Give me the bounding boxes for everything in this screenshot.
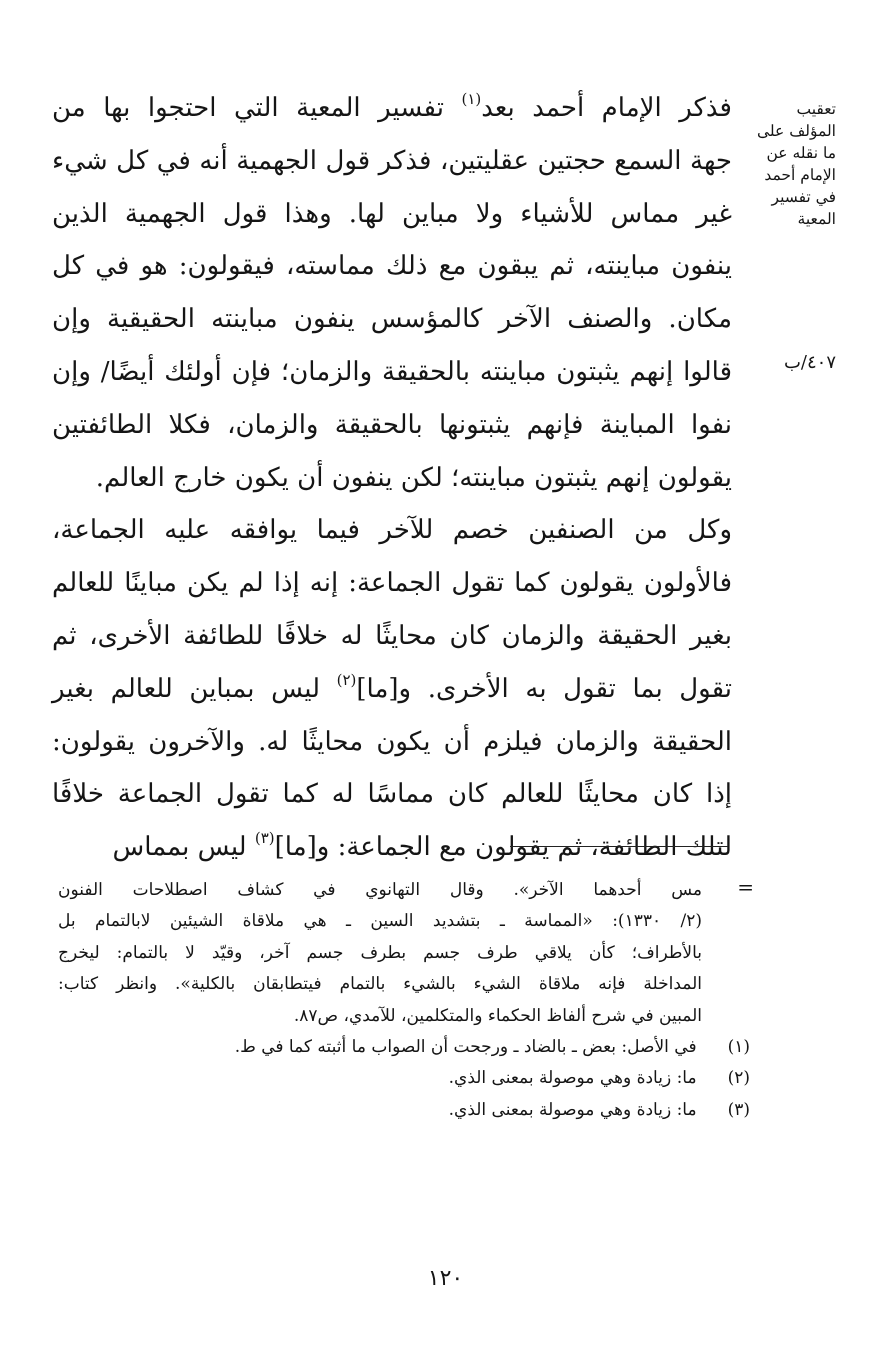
text-line [52,821,732,874]
footnote-item [58,1063,750,1095]
footnote-reference: (١) [461,90,482,108]
text-segment: بغير الحقيقة والزمان كان محايثًا له خلافًا للطائفة الأخرى، ثم [52,620,732,651]
text-segment: لتلك الطائفة، ثم يقولون مع الجماعة: و[ما] [274,832,732,863]
margin-note-line: ما نقله عن [766,144,836,162]
text-line [52,346,732,399]
text-line [52,240,732,293]
margin-note-line: في تفسير [771,188,836,206]
footnote-item [58,1032,750,1064]
text-segment: إذا كان محايثًا للعالم كان مماسًا له كما تقول الجماعة خلافًا [52,779,732,810]
footnote-number: (١) [727,1036,750,1057]
text-segment: فالأولون يقولون كما تقول الجماعة: إنه إذا لم يكن مباينًا للعالم [52,568,732,599]
footnote-number: (٣) [727,1099,750,1120]
footnote-line: المداخلة فإنه ملاقاة الشيء بالشيء بالتمام فيتطابقان بالكلية». وانظر كتاب: [58,974,702,995]
text-segment: غير مماس للأشياء ولا مباين لها. وهذا قول الجهمية الذين [52,198,732,229]
footnote-reference: (٢) [336,670,357,689]
margin-note-line: المؤلف على [757,122,836,140]
margin-note-line: المعية [797,210,836,228]
main-text-block [52,82,732,874]
text-line [52,504,732,557]
footnote-text: في الأصل: بعض ـ بالضاد ـ ورجحت أن الصواب ما أثبته كما في ط. [234,1036,697,1057]
text-segment: تفسير المعية التي احتجوا بها من [52,93,462,123]
margin-note-line: تعقيب [796,100,836,118]
text-line [52,82,732,135]
margin-commentary-note [716,98,836,230]
text-segment: ينفون مباينته، ثم يبقون مع ذلك مماسته، فيقولون: هو في كل [52,251,732,282]
footnote-separator [510,846,728,847]
footnote-line: مس أحدهما الآخر». وقال التهانوي في كشاف اصطلاحات الفنون [58,880,702,900]
text-segment: وكل من الصنفين خصم للآخر فيما يوافقه عليه الجماعة، [52,515,732,546]
footnote-reference: (٣) [254,829,275,848]
footnote-line: (٢/ ١٣٣٠): «المماسة ـ بتشديد السين ـ هي ملاقاة الشيئين لابالتمام بل [58,911,702,932]
footnote-line: المبين في شرح ألفاظ الحكماء والمتكلمين، للآمدي، ص٨٧. [293,1005,702,1026]
text-segment: يقولون إنهم يثبتون مباينته؛ لكن ينفون أن يكون خارج العالم. [95,462,732,493]
manuscript-folio-marker [716,352,836,374]
footnote-line: بالأطراف؛ كأن يلاقي طرف جسم بطرف جسم آخر، وقيّد لا بالتمام: ليخرج [58,942,702,963]
footnote-text: ما: زيادة وهي موصولة بمعنى الذي. [448,1099,697,1120]
text-line [52,557,732,610]
text-line [52,293,732,346]
footnote-number: (٢) [727,1068,750,1089]
text-segment: الحقيقة والزمان فيلزم أن يكون محايثًا له. والآخرون يقولون: [52,726,732,757]
text-line [52,135,732,188]
footnotes-section [58,875,754,1126]
text-line [52,768,732,821]
footnote-item [58,1095,750,1127]
footnote-continuation [58,875,754,1032]
text-segment: تقول بما تقول به الأخرى. و[ما] [356,673,732,704]
text-segment: نفوا المباينة فإنهم يثبتونها بالحقيقة والزمان، فكلا الطائفتين [52,409,732,440]
footnote-text: ما: زيادة وهي موصولة بمعنى الذي. [448,1068,697,1089]
text-line [52,610,732,663]
page-number: ١٢٠ [427,1266,464,1291]
text-segment: قالوا إنهم يثبتون مباينته بالحقيقة والزمان؛ فإن أولئك أيضًا/ وإن [52,356,732,387]
text-line [52,452,732,505]
text-segment: جهة السمع حجتين عقليتين، فذكر قول الجهمية أنه في كل شيء [52,145,732,176]
text-segment: ليس بمماس [112,832,255,863]
folio-reference: ٤٠٧/ب [783,352,836,373]
text-line [52,716,732,769]
margin-note-line: الإمام أحمد [764,166,836,184]
text-segment: فذكر الإمام أحمد بعد [481,93,732,123]
text-line [52,663,732,716]
text-line [52,188,732,241]
text-segment: مكان. والصنف الآخر كالمؤسس ينفون مباينته الحقيقية وإن [52,304,732,335]
continuation-marker: = [737,875,754,899]
text-line [52,399,732,452]
text-segment: ليس بمباين للعالم بغير [52,673,337,704]
